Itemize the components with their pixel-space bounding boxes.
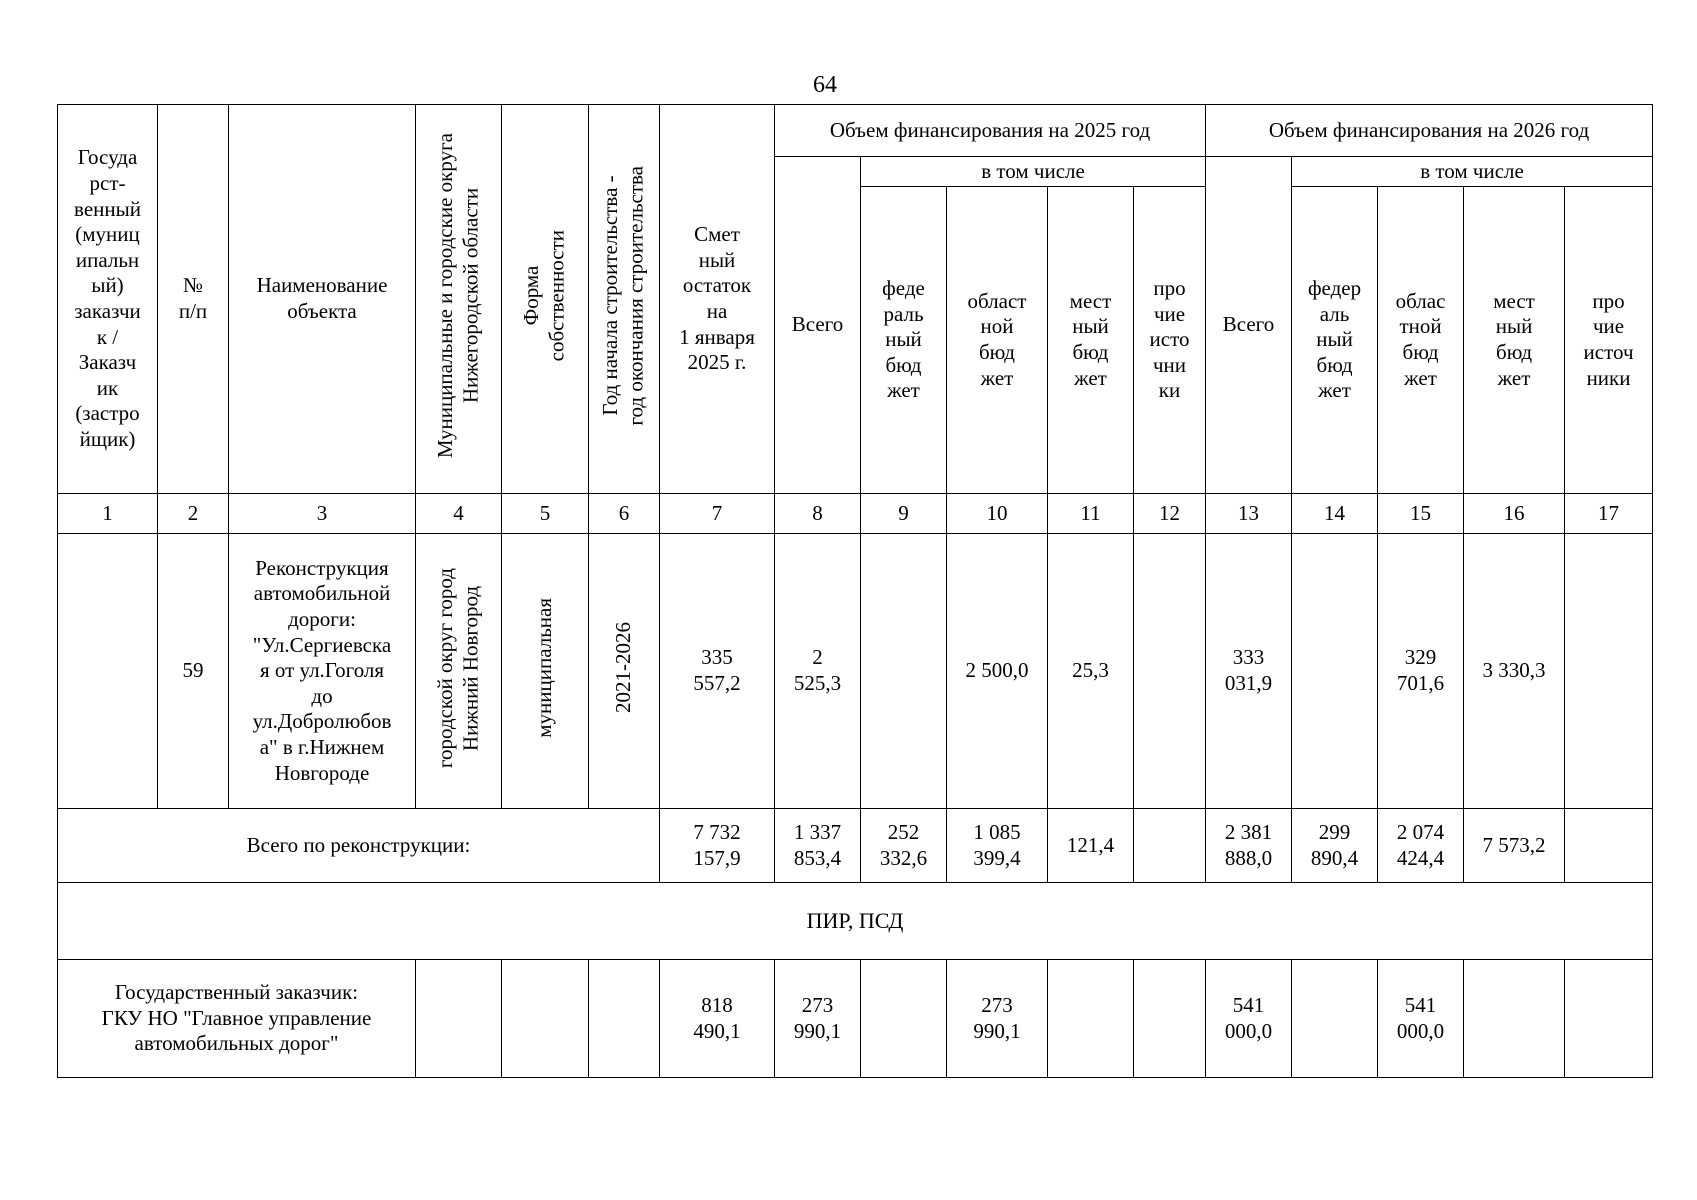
customer-local-2025 [1048,960,1134,1078]
header-local-2025: мест ный бюд жет [1048,187,1134,494]
column-number: 10 [947,494,1048,534]
row-num: 59 [158,534,229,809]
row-municipality-text: городской округ город Нижний Новгород [432,567,483,768]
row-other-2025 [1134,534,1206,809]
row-customer [58,534,158,809]
row-local-2025: 25,3 [1048,534,1134,809]
customer-local-2026 [1464,960,1565,1078]
header-ownership-text: Форма собственности [519,230,569,362]
customer-regional-2025: 273 990,1 [947,960,1048,1078]
total-regional-2026: 2 074 424,4 [1378,809,1464,883]
row-years [589,534,660,809]
header-ownership [502,105,589,494]
customer-total-2026: 541 000,0 [1206,960,1292,1078]
column-number: 11 [1048,494,1134,534]
header-financing-2026: Объем финансирования на 2026 год [1206,105,1653,157]
header-including-2026: в том числе [1292,157,1653,187]
total-estimate: 7 732 157,9 [660,809,775,883]
column-number: 15 [1378,494,1464,534]
total-other-2025 [1134,809,1206,883]
customer-estimate: 818 490,1 [660,960,775,1078]
column-number: 12 [1134,494,1206,534]
header-total-2025: Всего [775,157,861,494]
column-number: 2 [158,494,229,534]
column-number: 1 [58,494,158,534]
row-other-2026 [1565,534,1653,809]
header-other-2026: про чие источ ники [1565,187,1653,494]
header-years [589,105,660,494]
customer-total-2025: 273 990,1 [775,960,861,1078]
row-federal-2026 [1292,534,1378,809]
customer-municipality [416,960,502,1078]
header-municipality [416,105,502,494]
column-number: 14 [1292,494,1378,534]
customer-years [589,960,660,1078]
page-number: 64 [813,72,837,98]
header-local-2026: мест ный бюд жет [1464,187,1565,494]
customer-ownership [502,960,589,1078]
column-number: 4 [416,494,502,534]
total-federal-2026: 299 890,4 [1292,809,1378,883]
header-estimate: Смет ный остаток на 1 января 2025 г. [660,105,775,494]
header-financing-2025: Объем финансирования на 2025 год [775,105,1206,157]
customer-row [58,960,1653,1078]
column-numbers-row [58,494,1653,534]
row-estimate: 335 557,2 [660,534,775,809]
row-local-2026: 3 330,3 [1464,534,1565,809]
total-reconstruction-row [58,809,1653,883]
header-other-2025: про чие исто чни ки [1134,187,1206,494]
section-title-row [58,883,1653,960]
row-ownership [502,534,589,809]
column-number: 13 [1206,494,1292,534]
customer-other-2025 [1134,960,1206,1078]
row-ownership-text: муниципальная [532,597,557,738]
total-local-2026: 7 573,2 [1464,809,1565,883]
column-number: 7 [660,494,775,534]
header-including-2025: в том числе [861,157,1206,187]
customer-other-2026 [1565,960,1653,1078]
row-total-2025: 2 525,3 [775,534,861,809]
total-federal-2025: 252 332,6 [861,809,947,883]
total-reconstruction-label: Всего по реконструкции: [58,809,660,883]
column-number: 9 [861,494,947,534]
column-number: 3 [229,494,416,534]
customer-label: Государственный заказчик: ГКУ НО "Главное управление автомобильных дорог" [58,960,416,1078]
table-row-59 [58,534,1653,809]
header-row-1 [58,105,1653,157]
total-other-2026 [1565,809,1653,883]
header-customer: Госуда рст- венный (муниц ипальн ый) заказчи к / Заказч ик (застро йщик) [58,105,158,494]
customer-regional-2026: 541 000,0 [1378,960,1464,1078]
row-regional-2026: 329 701,6 [1378,534,1464,809]
total-regional-2025: 1 085 399,4 [947,809,1048,883]
customer-federal-2026 [1292,960,1378,1078]
row-federal-2025 [861,534,947,809]
column-number: 16 [1464,494,1565,534]
row-total-2026: 333 031,9 [1206,534,1292,809]
column-number: 8 [775,494,861,534]
row-object-name: Реконструкция автомобильной дороги: "Ул.Сергиевска я от ул.Гоголя до ул.Добролюбов а" в г.Нижнем Новгороде [229,534,416,809]
row-years-text: 2021-2026 [611,622,636,714]
header-object-name: Наименование объекта [229,105,416,494]
header-municipality-text: Муниципальные и городские округа Нижегородской области [432,133,483,459]
header-federal-2025: феде раль ный бюд жет [861,187,947,494]
header-federal-2026: федер аль ный бюд жет [1292,187,1378,494]
section-title: ПИР, ПСД [58,883,1653,960]
total-total-2026: 2 381 888,0 [1206,809,1292,883]
column-number: 6 [589,494,660,534]
total-local-2025: 121,4 [1048,809,1134,883]
customer-federal-2025 [861,960,947,1078]
row-municipality [416,534,502,809]
total-total-2025: 1 337 853,4 [775,809,861,883]
row-regional-2025: 2 500,0 [947,534,1048,809]
column-number: 5 [502,494,589,534]
header-total-2026: Всего [1206,157,1292,494]
header-regional-2025: област ной бюд жет [947,187,1048,494]
header-regional-2026: облас тной бюд жет [1378,187,1464,494]
header-num: № п/п [158,105,229,494]
header-years-text: Год начала строительства - год окончания строительства [598,165,648,426]
financing-table [57,104,1653,1078]
column-number: 17 [1565,494,1653,534]
